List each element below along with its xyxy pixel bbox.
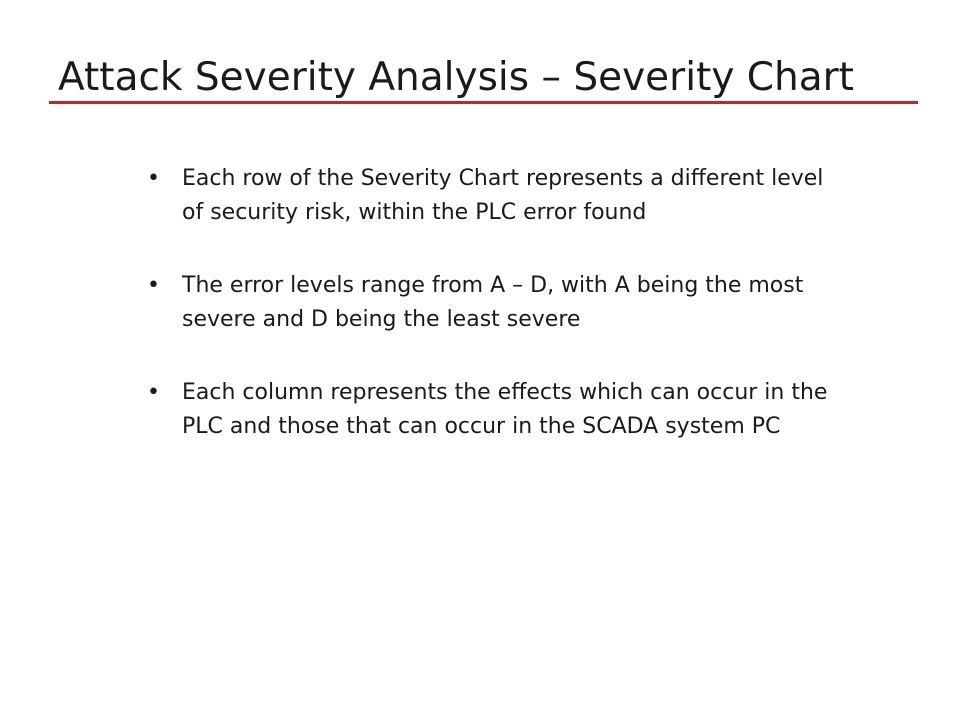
slide-title: Attack Severity Analysis – Severity Chart bbox=[58, 55, 854, 100]
bullet-icon: • bbox=[147, 273, 160, 298]
bullet-item bbox=[145, 162, 845, 229]
bullet-list bbox=[145, 162, 845, 483]
title-underline bbox=[49, 101, 918, 104]
bullet-icon: • bbox=[147, 380, 160, 405]
bullet-text: The error levels range from A – D, with A being the most severe and D being the least severe bbox=[182, 273, 804, 332]
bullet-item bbox=[145, 269, 845, 336]
bullet-icon: • bbox=[147, 166, 160, 191]
bullet-text: Each row of the Severity Chart represents a different level of security risk, within the PLC error found bbox=[182, 166, 824, 225]
bullet-item bbox=[145, 376, 845, 443]
bullet-text: Each column represents the effects which can occur in the PLC and those that can occur in the SCADA system PC bbox=[182, 380, 828, 439]
